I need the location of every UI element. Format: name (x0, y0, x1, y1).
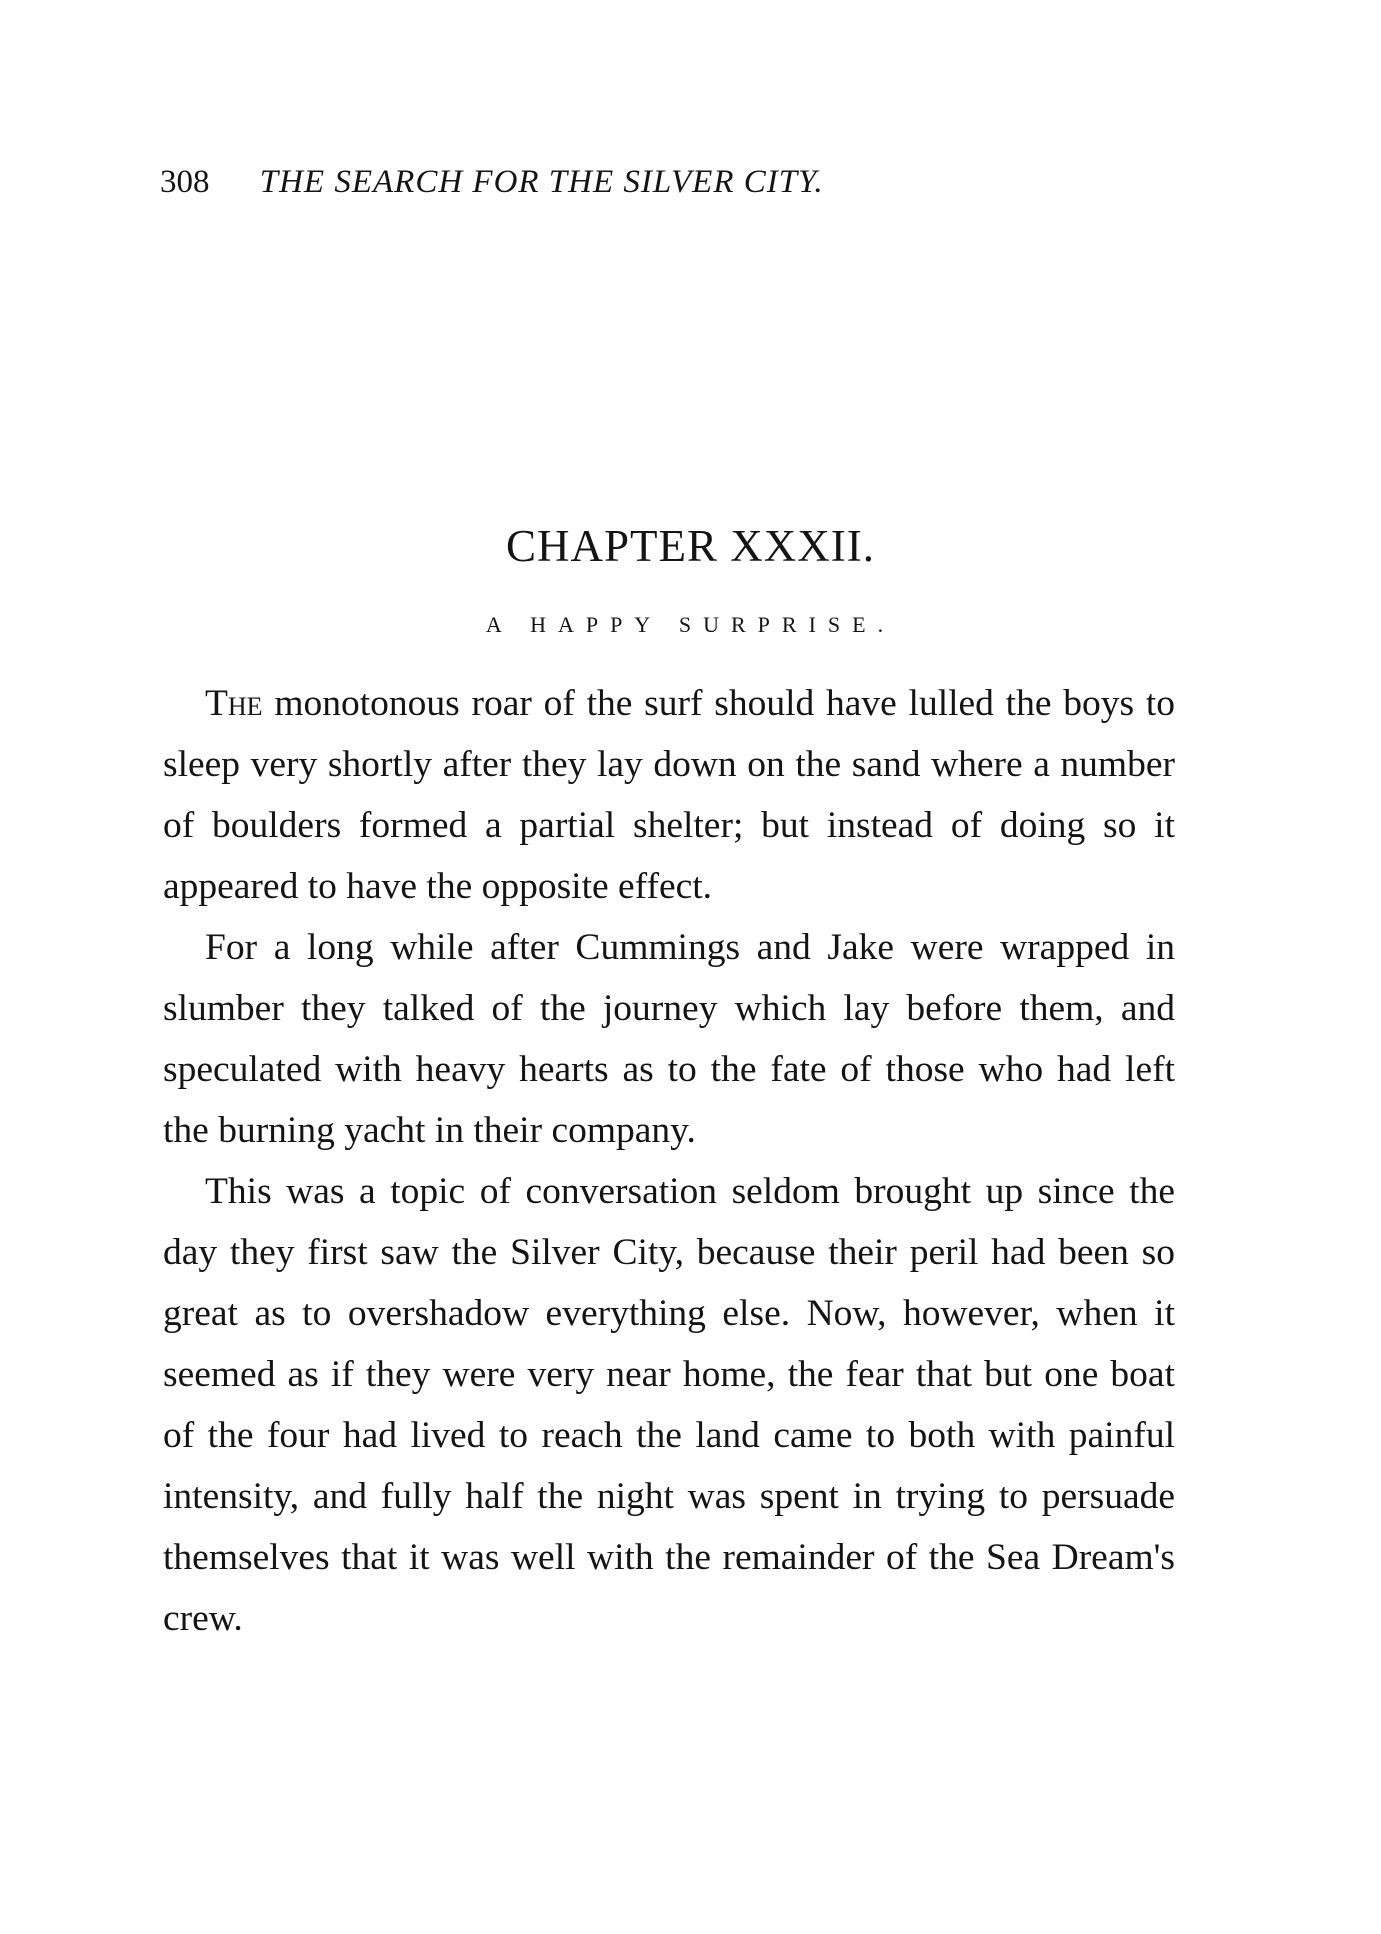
paragraph (163, 1161, 1175, 1649)
paragraph-text: monotonous roar of the surf should have lulled the boys to sleep very shortly after they lay down on the sand where a number of boulders formed a partial shelter; but instead of doing so it appeared to have the opposite effect. (163, 683, 1175, 907)
page-number: 308 (160, 164, 210, 200)
paragraph-text: This was a topic of conversation seldom brought up since the day they first saw the Silver City, because their peril had been so great as to overshadow everything else. Now, however, when it seemed as if they were very near home, the fear that but one boat of the four had lived to reach the land came to both with painful intensity, and fully half the night was spent in trying to persuade themselves that it was well with the remainder of the Sea Dream's crew. (163, 1171, 1175, 1639)
running-head (160, 162, 1060, 202)
paragraph (163, 917, 1175, 1161)
paragraph-lead-word: The (205, 683, 263, 724)
chapter-heading: CHAPTER XXXII. (506, 521, 875, 571)
paragraph (163, 673, 1175, 917)
chapter-subtitle: A HAPPY SURPRISE. (485, 612, 896, 637)
chapter-body (163, 673, 1175, 1649)
running-title: THE SEARCH FOR THE SILVER CITY. (259, 164, 824, 200)
paragraph-text: For a long while after Cummings and Jake were wrapped in slumber they talked of the journey which lay before them, and speculated with heavy hearts as to the fate of those who had left the burning yacht in their company. (163, 927, 1175, 1151)
